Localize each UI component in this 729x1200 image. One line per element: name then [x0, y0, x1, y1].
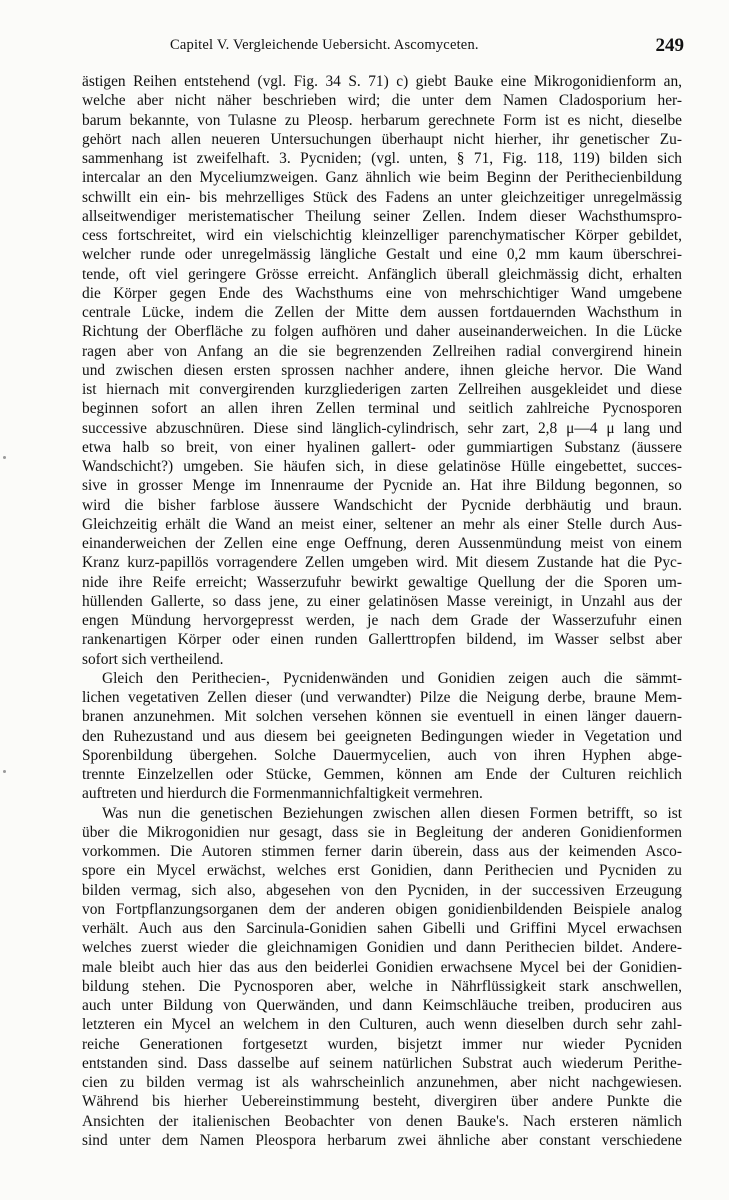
text-line: branen anzunehmen. Mit solchen versehen können sie eventuell in einen länger dauern- [82, 708, 682, 726]
text-line: über die Mikrogonidien nur gesagt, dass sie in Begleitung der anderen Gonidienformen [82, 823, 682, 841]
text-line: successive abzuschnüren. Diese sind länglich-cylindrisch, sehr zart, 2,8 μ—4 μ lang und [82, 419, 682, 437]
text-line: von Fortpflanzungsorganen dem der anderen obigen gonidienbildenden Beispiele analog [82, 900, 682, 918]
text-line: sammenhang ist zweifelhaft. 3. Pycniden; (vgl. unten, § 71, Fig. 118, 119) bilden sich [82, 150, 682, 167]
text-line: ästigen Reihen entstehend (vgl. Fig. 34 S. 71) c) giebt Bauke eine Mikrogonidienform an, [82, 73, 682, 90]
text-line: sofort sich vertheilend. [82, 650, 224, 668]
text-line: und zwischen diesen ersten sprossen nachher andere, ihnen gleiche hervor. Die Wand [82, 361, 682, 379]
text-line: Sporenbildung übergehen. Solche Dauermycelien, auch von ihren Hyphen abge- [82, 746, 682, 764]
text-line: trennte Einzelzellen oder Stücke, Gemmen, können am Ende der Culturen reichlich [82, 766, 682, 783]
text-line: entstanden sind. Dass dasselbe auf seinem natürlichen Substrat auch wiederum Perithe- [82, 1054, 682, 1072]
text-line: verhält. Auch aus den Sarcinula-Gonidien sahen Gibelli und Griffini Mycel erwachsen [82, 920, 682, 937]
text-line: Gleichzeitig erhält die Wand an meist einer, seltener an mehr als einer Stelle durch Aus- [82, 515, 682, 533]
text-line: den Ruhezustand und aus diesem bei geeigneten Bedingungen wieder in Vegetation und [82, 727, 682, 745]
text-line: beginnen sofort an allen ihren Zellen terminal und seitlich zahlreiche Pycnosporen [82, 400, 682, 418]
text-line: lichen vegetativen Zellen dieser (und verwandter) Pilze die Neigung derbe, braune Mem- [82, 689, 682, 706]
text-line: letzteren ein Mycel an welchem in den Culturen, auch wenn dieselben durch sehr zahl- [82, 1016, 682, 1034]
text-line: auch unter Bildung von Querwänden, und dann Keimschläuche treiben, produciren aus [82, 997, 682, 1014]
margin-mark [3, 456, 6, 459]
text-line: bildung stehen. Die Pycnosporen aber, welche in Nährflüssigkeit stark anschwellen, [82, 977, 682, 995]
text-line: rankenartigen Körper oder einen runden Gallerttropfen bildend, im Wasser selbst aber [82, 631, 682, 649]
page-number: 249 [655, 35, 684, 56]
margin-mark [3, 770, 6, 773]
text-line: bilden vermag, sich also, abgesehen von den Pycniden, in der successiven Erzeugung [82, 881, 682, 899]
text-line: welches zuerst wieder die gleichnamigen Gonidien und dann Perithecien bildet. Andere- [82, 939, 682, 957]
text-line: schwillt ein ein- bis mehrzelliges Stück des Fadens an unter gleichzeitiger unregelmässig [82, 188, 682, 206]
text-line: barum bekannte, von Tulasne zu Pleosp. herbarum gerechnete Form ist es nicht, dieselbe [82, 111, 682, 129]
text-line: Kranz kurz-papillös vorragendere Zellen umgeben wird. Mit diesem Zustande hat die Pyc- [82, 554, 682, 572]
text-line: hüllenden Gallerte, so dass jene, zu einer gelatinösen Masse vereinigt, in Unzahl aus der [82, 592, 682, 610]
text-line: intercalar an den Myceliumzweigen. Ganz ähnlich wie beim Beginn der Perithecienbildung [82, 169, 682, 187]
text-line: welche aber nicht näher beschrieben wird; die unter dem Namen Cladosporium her- [82, 92, 682, 110]
text-line: engen Mündung hervorgepresst werden, je nach dem Grade der Wasserzufuhr einen [82, 612, 682, 629]
text-line: centrale Lücke, indem die Zellen der Mitte dem aussen fortdauernden Wachsthum in [82, 304, 682, 321]
chapter-title: Capitel V. Vergleichende Uebersicht. Ascomyceten. [170, 37, 479, 53]
text-line: Ansichten der italienischen Beobachter von denen Bauke's. Nach ersteren nämlich [82, 1112, 682, 1130]
text-line: wird die bisher farblose äussere Wandschicht der Pycnide derbhäutig und braun. [82, 496, 682, 514]
text-line: nide ihre Reife erreicht; Wasserzufuhr bewirkt gewaltige Quellung der die Sporen um- [82, 573, 682, 591]
running-header [82, 31, 682, 59]
text-line: vorkommen. Die Autoren stimmen ferner darin überein, dass aus der keimenden Asco- [82, 843, 682, 860]
text-line: sind unter dem Namen Pleospora herbarum zwei ähnliche aber constant verschiedene [82, 1131, 682, 1149]
text-line: Richtung der Oberfläche zu folgen aufhören und daher auseinanderweichen. In die Lücke [82, 323, 682, 341]
text-line: Während bis hierher Uebereinstimmung besteht, divergiren über andere Punkte die [82, 1093, 682, 1111]
body-text [82, 72, 682, 1150]
text-line: sive in grosser Menge im Innenraume der Pycnide an. Hat ihre Bildung begonnen, so [82, 477, 682, 495]
text-line: welcher runde oder unregelmässig längliche Gestalt und eine 0,2 mm kaum überschrei- [82, 246, 682, 264]
text-line: gehört nach allen neueren Untersuchungen überhaupt nicht hierher, ihr genetischer Zu- [82, 130, 682, 148]
text-line: male bleibt auch hier das aus den beiderlei Gonidien erwachsene Mycel bei der Gonidien- [82, 958, 682, 976]
text-line: einanderweichen der Zellen eine enge Oeffnung, deren Aussenmündung meist von einem [82, 535, 682, 552]
text-line: Gleich den Perithecien-, Pycnidenwänden und Gonidien zeigen auch die sämmt- [102, 669, 682, 687]
text-line: spore ein Mycel erwächst, welches erst Gonidien, dann Perithecien und Pycniden zu [82, 862, 682, 880]
text-line: cien zu bilden vermag ist als wahrscheinlich anzunehmen, aber nicht nachgewiesen. [82, 1074, 682, 1091]
text-line: die Körper gegen Ende des Wachsthums eine von mehrschichtiger Wand umgebene [82, 284, 682, 302]
text-line: reiche Generationen fortgesetzt wurden, bisjetzt immer nur wieder Pycniden [82, 1035, 682, 1053]
text-line: tende, oft viel geringere Grösse erreicht. Anfänglich überall gleichmässig dicht, erhalten [82, 265, 682, 283]
text-line: Was nun die genetischen Beziehungen zwischen allen diesen Formen betrifft, so ist [102, 804, 682, 822]
text-line: Wandschicht?) umgeben. Sie häufen sich, in diese gelatinöse Hülle eingebettet, succes- [82, 458, 682, 475]
text-line: allseitwendiger meristematischer Theilung seiner Zellen. Indem dieser Wachsthumspro- [82, 207, 682, 225]
text-line: auftreten und hierdurch die Formenmannichfaltigkeit vermehren. [82, 785, 483, 803]
text-line: ist hiernach mit convergirenden kurzgliederigen zarten Zellreihen ausgekleidet und diese [82, 381, 682, 398]
text-line: etwa halb so breit, von einer hyalinen gallert- oder gummiartigen Substanz (äussere [82, 438, 682, 456]
text-line: cess fortschreitet, wird ein vielschichtig kleinzelliger parenchymatischer Körper gebildet, [82, 227, 682, 244]
text-line: ragen aber von Anfang an die sie begrenzenden Zellreihen radial convergirend hinein [82, 342, 682, 360]
